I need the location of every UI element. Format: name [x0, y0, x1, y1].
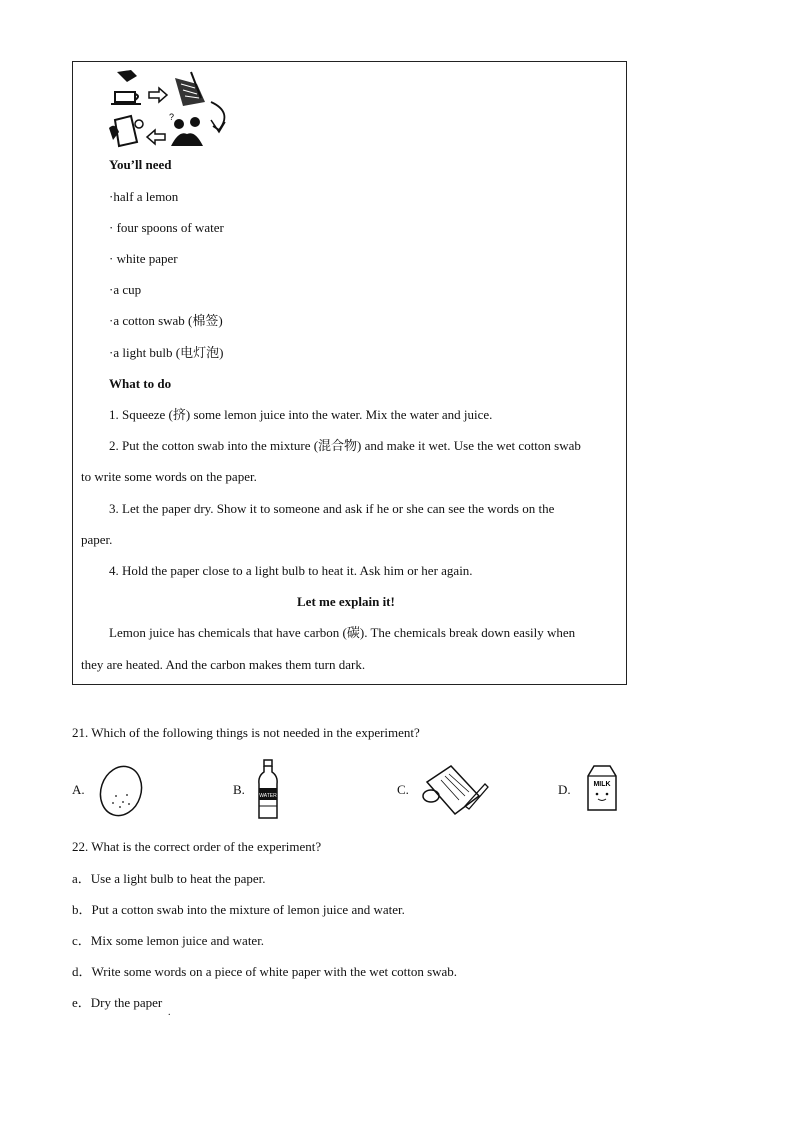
- experiment-steps-illustration: [107, 68, 237, 148]
- step-3-cont: paper.: [81, 532, 113, 547]
- order-option-e: e．Dry the paper: [72, 995, 163, 1010]
- curved-arrow-icon: [211, 102, 225, 132]
- passage-box: [72, 61, 627, 685]
- water-label: WATER: [259, 793, 277, 799]
- step-2: 2. Put the cotton swab into the mixture (混合物) and make it wet. Use the wet cotton swab: [109, 438, 581, 453]
- paper-and-pen-icon: [421, 762, 491, 818]
- need-item: ·a light bulb (电灯泡): [109, 345, 224, 360]
- step-4: 4. Hold the paper close to a light bulb to heat it. Ask him or her again.: [109, 563, 473, 578]
- cup-icon: [111, 70, 141, 104]
- need-item: ·a cup: [109, 282, 142, 297]
- explain-text: Lemon juice has chemicals that have carbon (碳). The chemicals break down easily when: [109, 625, 576, 640]
- need-item: ·a cotton swab (棉签): [109, 313, 223, 328]
- question-21: 21. Which of the following things is not needed in the experiment?: [72, 725, 420, 740]
- milk-label: MILK: [593, 781, 611, 788]
- option-a-letter: A.: [72, 782, 85, 797]
- milk-carton-icon: [582, 762, 622, 814]
- option-d-letter: D.: [558, 782, 571, 797]
- step-3: 3. Let the paper dry. Show it to someone and ask if he or she can see the words on the: [109, 501, 555, 516]
- paper-light-bulb-icon: [109, 116, 143, 146]
- writing-paper-icon: [175, 72, 205, 106]
- people-icon: [169, 112, 203, 146]
- step-2-cont: to write some words on the paper.: [81, 469, 257, 484]
- you-need-heading: You’ll need: [109, 157, 172, 172]
- question-22: 22. What is the correct order of the experiment?: [72, 839, 322, 854]
- option-c-letter: C.: [397, 782, 409, 797]
- svg-text:?: ?: [169, 112, 175, 122]
- explain-text-cont: they are heated. And the carbon makes them turn dark.: [81, 657, 366, 672]
- order-option-c: c．Mix some lemon juice and water.: [72, 933, 265, 948]
- need-item: · four spoons of water: [109, 220, 224, 235]
- water-bottle-icon: [254, 758, 282, 822]
- order-option-a: a．Use a light bulb to heat the paper.: [72, 871, 266, 886]
- arrow-right-icon: [149, 88, 167, 102]
- trailing-dot: .: [168, 1007, 171, 1018]
- what-to-do-heading: What to do: [109, 376, 172, 391]
- explain-heading: Let me explain it!: [297, 594, 395, 609]
- need-item: ·half a lemon: [109, 189, 179, 204]
- arrow-left-icon: [147, 130, 165, 144]
- lemon-icon: [96, 760, 146, 820]
- order-option-b: b．Put a cotton swab into the mixture of lemon juice and water.: [72, 902, 405, 917]
- order-option-d: d．Write some words on a piece of white paper with the wet cotton swab.: [72, 964, 458, 979]
- option-b-letter: B.: [233, 782, 245, 797]
- step-1: 1. Squeeze (挤) some lemon juice into the water. Mix the water and juice.: [109, 407, 493, 422]
- need-item: · white paper: [109, 251, 178, 266]
